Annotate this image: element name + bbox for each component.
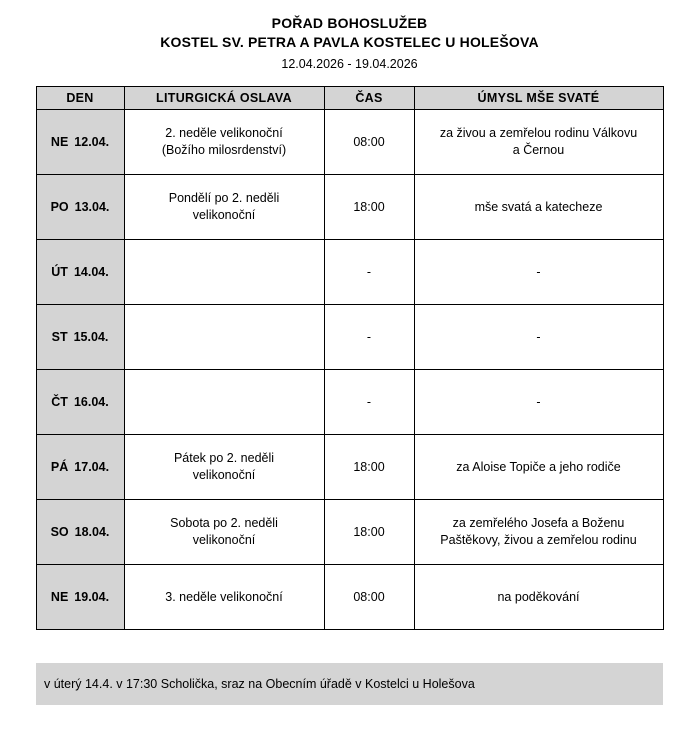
cell-intention [414,435,663,500]
cell-day [36,305,124,370]
liturgy-line-2: velikonoční [192,468,256,482]
column-header-time: ČAS [324,87,414,110]
intention-line-2: a Černou [512,143,565,157]
column-header-liturgy: LITURGICKÁ OSLAVA [124,87,324,110]
day-date: 13.04. [74,200,110,214]
day-code: PÁ [50,460,69,474]
cell-time: 18:00 [324,500,414,565]
cell-liturgy [124,435,324,500]
footer-note [36,663,663,705]
day-code: PO [50,200,69,214]
cell-liturgy [124,175,324,240]
title-line-2: KOSTEL SV. PETRA A PAVLA KOSTELEC U HOLEŠOVA [160,34,539,50]
intention-line-1: za zemřelého Josefa a Boženu [452,516,625,530]
day-date: 12.04. [74,135,110,149]
liturgy-line-1: Pátek po 2. neděli [173,451,275,465]
table-row [36,305,663,370]
cell-day [36,565,124,630]
intention-line-2: Paštěkovy, živou a zemřelou rodinu [440,533,637,547]
title-line-1: POŘAD BOHOSLUŽEB [271,15,428,31]
cell-intention [414,565,663,630]
column-header-intention: ÚMYSL MŠE SVATÉ [414,87,663,110]
cell-liturgy [124,500,324,565]
cell-intention [414,305,663,370]
cell-liturgy [124,240,324,305]
cell-intention [414,175,663,240]
intention-line-1: - [536,394,541,409]
cell-intention [414,240,663,305]
column-header-day: DEN [36,87,124,110]
table-row [36,240,663,305]
day-date: 17.04. [74,460,110,474]
cell-intention [414,370,663,435]
cell-day [36,110,124,175]
cell-time: 18:00 [324,175,414,240]
table-row [36,370,663,435]
day-code: SO [50,525,69,539]
table-body [36,110,663,630]
cell-intention [414,110,663,175]
mass-schedule-table [36,86,664,630]
liturgy-line-1: Pondělí po 2. neděli [168,191,280,205]
day-date: 14.04. [73,265,109,279]
intention-line-1: za Aloise Topiče a jeho rodiče [456,459,621,474]
cell-day [36,175,124,240]
footer-note-text: v úterý 14.4. v 17:30 Scholička, sraz na Obecním úřadě v Kostelci u Holešova [44,677,475,691]
cell-day [36,435,124,500]
day-date: 18.04. [74,525,110,539]
cell-liturgy [124,305,324,370]
liturgy-line-1: Sobota po 2. neděli [170,516,278,530]
cell-day [36,370,124,435]
day-date: 19.04. [74,590,110,604]
table-header [36,87,663,110]
liturgy-line-2: (Božího milosrdenství) [161,143,287,157]
cell-intention [414,500,663,565]
cell-time: - [324,305,414,370]
liturgy-line-1: 2. neděle velikonoční [165,126,283,140]
cell-time: 18:00 [324,435,414,500]
cell-liturgy [124,565,324,630]
cell-time: 08:00 [324,565,414,630]
table-row [36,435,663,500]
day-code: ČT [51,395,68,409]
day-date: 15.04. [73,330,109,344]
day-code: ÚT [51,265,68,279]
table-row [36,110,663,175]
cell-time: - [324,240,414,305]
liturgy-line-2: velikonoční [192,533,256,547]
date-range: 12.04.2026 - 19.04.2026 [281,57,418,71]
table-header-row [36,87,663,110]
liturgy-line-1: 3. neděle velikonoční [165,589,283,604]
intention-line-1: - [536,329,541,344]
intention-line-1: na poděkování [497,589,580,604]
liturgy-line-2: velikonoční [192,208,256,222]
day-code: NE [50,135,69,149]
cell-day [36,240,124,305]
intention-line-1: mše svatá a katecheze [474,199,603,214]
cell-time: 08:00 [324,110,414,175]
intention-line-1: za živou a zemřelou rodinu Válkovu [439,126,638,140]
day-date: 16.04. [73,395,109,409]
cell-liturgy [124,370,324,435]
cell-time: - [324,370,414,435]
cell-liturgy [124,110,324,175]
table-row [36,175,663,240]
intention-line-1: - [536,264,541,279]
day-code: ST [51,330,68,344]
document-header [0,0,699,74]
table-row [36,565,663,630]
table-row [36,500,663,565]
day-code: NE [50,590,69,604]
cell-day [36,500,124,565]
